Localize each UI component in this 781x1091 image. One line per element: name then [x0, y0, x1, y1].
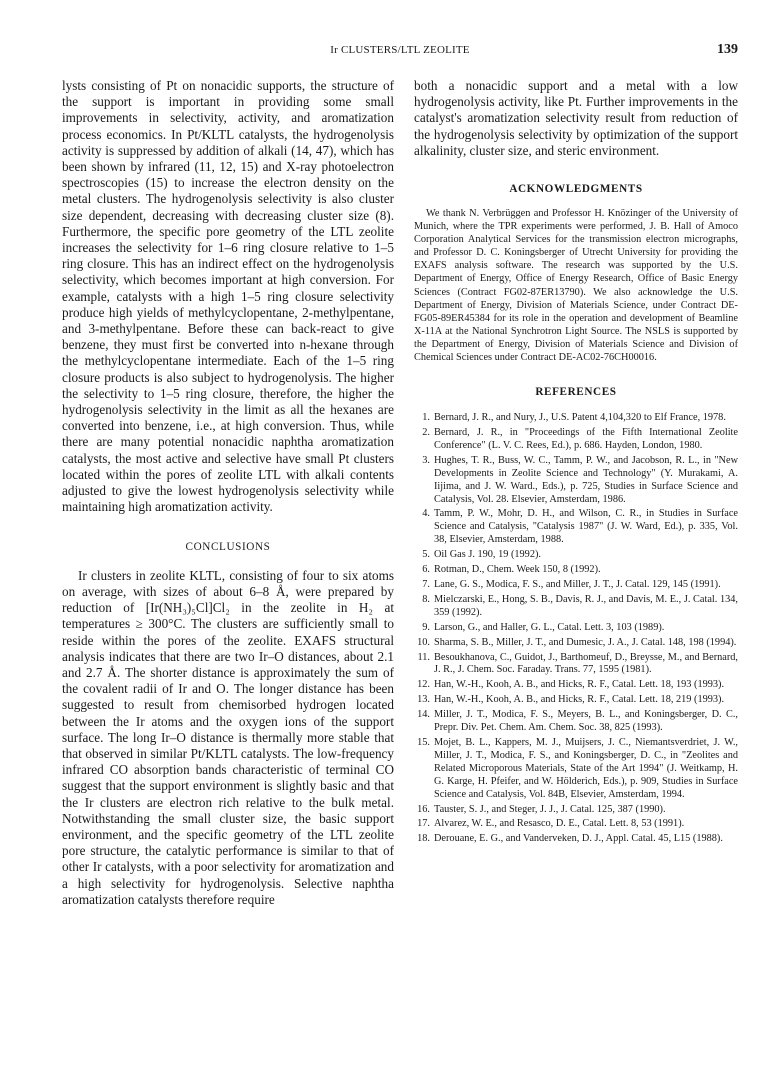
- reference-number: 5.: [422, 549, 430, 561]
- reference-list: [414, 412, 738, 846]
- reference-text: Larson, G., and Haller, G. L., Catal. Lett. 3, 103 (1989).: [434, 621, 665, 633]
- reference-number: 14.: [417, 709, 430, 721]
- reference-number: 2.: [422, 427, 430, 439]
- reference-number: 1.: [422, 412, 430, 424]
- reference-item: [414, 833, 738, 846]
- reference-number: 18.: [417, 833, 430, 845]
- reference-text: Rotman, D., Chem. Week 150, 8 (1992).: [434, 564, 601, 576]
- reference-text: Besoukhanova, C., Guidot, J., Barthomeuf, D., Breysse, M., and Bernard, J. R., J. Chem. Soc. Faraday. Trans. 77, 1595 (1981).: [434, 651, 738, 676]
- reference-text: Tauster, S. J., and Steger, J. J., J. Catal. 125, 387 (1990).: [434, 803, 666, 815]
- reference-text: Tamm, P. W., Mohr, D. H., and Wilson, C. R., in Studies in Surface Science and Catalysis, "Catalysis 1987" (J. W. Ward, Ed.), p. 335, Vol. 38, Elsevier, Amsterdam, 1988.: [434, 508, 738, 546]
- reference-item: [414, 564, 738, 577]
- reference-text: Mojet, B. L., Kappers, M. J., Muijsers, J. C., Niemantsverdriet, J. W., Miller, J. T., Modica, F. S., and Koningsberger, D. C., in "Zeolites and Related Microporous Materials, State of the Art 1994" (J. Weitkamp, H. G. Karge, H. Pfeifer, and W. Hölderich, Eds.), p. 909, Studies in Surface Science and Catalysis, Vol. 84B, Elsevier, Amsterdam, 1994.: [434, 736, 738, 800]
- body-paragraph: lysts consisting of Pt on nonacidic supports, the structure of the support is important in providing some small improvements in selectivity, activity, and aromatization process economics. In Pt/KLTL catalysts, the hydrogenolysis activity is suppressed by addition of alkali (14, 47), which has been shown by infrared (11, 12, 15) and X-ray photoelectron spectroscopies (15) to increase the electron density on the metal clusters. The hydrogenolysis selectivity is also cluster size dependent, decreasing with decreasing cluster size (8). Furthermore, the specific pore geometry of the LTL zeolite increases the selectivity for 1–6 ring closure relative to 1–5 ring closure. This has an indirect effect on the hydrogenolysis selectivity, which becomes important at high conversion. For example, catalysts with a high 1–5 ring closure selectivity produce high yields of methylcyclopentane, 2-methylpentane, and 3-methylpentane. Before these can back-react to give benzene, they must first be converted into n-hexane through the methylcyclopentane intermediate. Each of the 1–5 ring closure products is also subject to hydrogenolysis. The higher the selectivity to 1–5 ring closure, therefore, the higher the hydrogenolysis selectivity in the limit as all the hexanes are converted into benzene, i.e., at high conversion. Thus, while there are many potential nonacidic naphtha aromatization catalysts, the most active and selective have small Pt clusters located within the pores of zeolite LTL with alkali contents adjusted to give the lowest hydrogenolysis selectivity while maintaining high aromatization activity.: [62, 78, 394, 515]
- running-title: Ir CLUSTERS/LTL ZEOLITE: [330, 44, 470, 56]
- reference-item: [414, 637, 738, 650]
- reference-number: 3.: [422, 454, 430, 466]
- reference-number: 13.: [417, 694, 430, 706]
- left-column: [62, 78, 394, 908]
- reference-text: Hughes, T. R., Buss, W. C., Tamm, P. W., and Jacobson, R. L., in "New Developments in Zeolite Science and Technology" (Y. Murakami, A. Iijima, and J. W. Ward., Eds.), p. 725, Studies in Surface Science and Catalysis, Vol. 28. Elsevier, Amsterdam, 1986.: [434, 454, 738, 505]
- reference-number: 7.: [422, 579, 430, 591]
- references-heading: REFERENCES: [535, 386, 617, 399]
- reference-item: [414, 427, 738, 453]
- body-paragraph-continued: both a nonacidic support and a metal with a low hydrogenolysis activity, like Pt. Further improvements in the catalyst's aromatization selectivity result from reduction of the hydrogenolysis selectivity by optimization of the support alkalinity, cluster size, and steric environment.: [414, 78, 738, 158]
- reference-text: Mielczarski, E., Hong, S. B., Davis, R. J., and Davis, M. E., J. Catal. 134, 359 (1992).: [434, 593, 738, 618]
- reference-item: [414, 694, 738, 707]
- reference-text: Alvarez, W. E., and Resasco, D. E., Catal. Lett. 8, 53 (1991).: [434, 818, 685, 830]
- reference-text: Han, W.-H., Kooh, A. B., and Hicks, R. F., Catal. Lett. 18, 219 (1993).: [434, 694, 725, 706]
- reference-number: 8.: [422, 593, 430, 605]
- reference-item: [414, 818, 738, 831]
- conclusions-paragraph: Ir clusters in zeolite KLTL, consisting of four to six atoms on average, with sizes of about 6–8 Å, were prepared by reduction of [Ir(NH₃)₅Cl]Cl₂ in the zeolite in H₂ at temperatures ≥ 300°C. The clusters are sufficiently small to reside within the pores of the zeolite. EXAFS structural analysis indicates that there are two Ir–O distances, about 2.1 and 2.7 Å. The shorter distance is approximately the sum of the covalent radii of Ir and O. The longer distance has been suggested to result from chemisorbed hydrogen located between the Ir atoms and the oxygen ions of the support surface. The long Ir–O distance is thermally more stable that that observed in similar Pt/KLTL catalysts. The low-frequency infrared CO absorption bands characteristic of terminal CO suggest that the support environment is slightly basic and that the Ir clusters are electron rich relative to the bulk metal. Notwithstanding the small cluster size, the basic support environment, and the specific geometry of the LTL zeolite pore structure, the catalytic performance is similar to that of other Ir catalysts, with a poor selectivity for aromatization and a high selectivity for hydrogenolysis. Selective naphtha aromatization catalysts therefore require: [62, 567, 394, 907]
- reference-item: [414, 652, 738, 678]
- page-header: [62, 44, 738, 64]
- reference-item: [414, 594, 738, 620]
- reference-number: 6.: [422, 564, 430, 576]
- page-number: 139: [717, 42, 738, 57]
- conclusions-heading: CONCLUSIONS: [185, 541, 271, 554]
- reference-number: 16.: [417, 803, 430, 815]
- reference-text: Miller, J. T., Modica, F. S., Meyers, B. L., and Koningsberger, D. C., Prepr. Div. Pet. Chem. Am. Chem. Soc. 38, 825 (1993).: [434, 709, 738, 734]
- reference-text: Lane, G. S., Modica, F. S., and Miller, J. T., J. Catal. 129, 145 (1991).: [434, 579, 721, 591]
- reference-item: [414, 737, 738, 802]
- reference-item: [414, 508, 738, 547]
- reference-number: 9.: [422, 621, 430, 633]
- reference-number: 10.: [417, 636, 430, 648]
- reference-item: [414, 622, 738, 635]
- reference-item: [414, 549, 738, 562]
- reference-text: Han, W.-H., Kooh, A. B., and Hicks, R. F., Catal. Lett. 18, 193 (1993).: [434, 679, 725, 691]
- reference-text: Oil Gas J. 190, 19 (1992).: [434, 549, 541, 561]
- right-column: [414, 78, 738, 848]
- reference-item: [414, 455, 738, 507]
- reference-text: Sharma, S. B., Miller, J. T., and Dumesic, J. A., J. Catal. 148, 198 (1994).: [434, 636, 737, 648]
- reference-item: [414, 412, 738, 425]
- reference-number: 15.: [417, 736, 430, 748]
- reference-text: Bernard, J. R., and Nury, J., U.S. Patent 4,104,320 to Elf France, 1978.: [434, 412, 726, 424]
- reference-item: [414, 679, 738, 692]
- reference-text: Derouane, E. G., and Vanderveken, D. J., Appl. Catal. 45, L15 (1988).: [434, 833, 723, 845]
- reference-item: [414, 804, 738, 817]
- reference-text: Bernard, J. R., in "Proceedings of the Fifth International Zeolite Conference" (L. V. C. Rees, Ed.), p. 686. Hayden, London, 1980.: [434, 427, 738, 451]
- acknowledgments-heading: ACKNOWLEDGMENTS: [509, 183, 643, 196]
- reference-number: 12.: [417, 679, 430, 691]
- reference-number: 17.: [417, 818, 430, 830]
- reference-item: [414, 709, 738, 735]
- reference-number: 11.: [417, 651, 430, 663]
- acknowledgments-text: We thank N. Verbrüggen and Professor H. Knözinger of the University of Munich, where the TPR experiments were performed, J. B. Hall of Amoco Corporation Analytical Services for the transmission electron micrographs, and Professor D. C. Koningsberger of Utrecht University for providing the EXAFS analysis software. The research was supported by the U.S. Department of Energy, Office of Energy Research, Office of Basic Energy Sciences (Contract FG02-87ER13790). We also acknowledge the U.S. Department of Energy, Division of Materials Science, under Contract DE-FG05-89ER45384 for its role in the operation and development of Beamline X-11A at the National Synchrotron Light Source. The NSLS is supported by the Department of Energy, Division of Materials Science and Division of Chemical Sciences under Contract DE-AC02-76CH00016.: [414, 208, 738, 364]
- reference-number: 4.: [422, 508, 430, 520]
- reference-item: [414, 579, 738, 592]
